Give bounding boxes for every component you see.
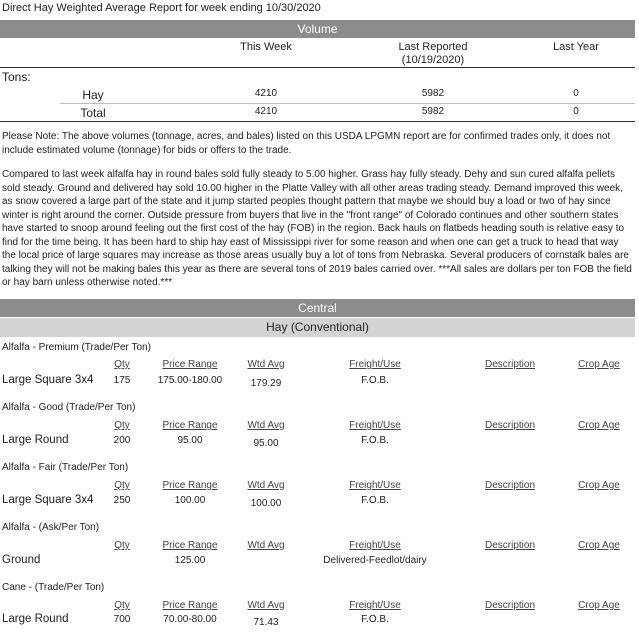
col-freight: Freight/Use (349, 600, 401, 611)
commodity-band: Hay (Conventional) (0, 318, 635, 337)
row-qty: 175 (113, 375, 131, 386)
col-crop-age: Crop Age (578, 540, 620, 551)
row-price-range: 100.00 (174, 495, 206, 506)
header-this-week: This Week (240, 41, 292, 53)
col-price-range: Price Range (162, 540, 218, 551)
row-price-range: 125.00 (174, 555, 206, 566)
volume-row-label: Hay (82, 88, 104, 102)
col-price-range: Price Range (162, 359, 218, 370)
row-label: Large Round (2, 613, 69, 625)
row-qty: 250 (113, 495, 131, 506)
row-freight: F.O.B. (361, 435, 389, 446)
col-qty: Qty (114, 420, 130, 431)
col-description: Description (484, 359, 536, 370)
col-qty: Qty (114, 480, 130, 491)
col-price-range: Price Range (162, 600, 218, 611)
header-divider (0, 67, 635, 68)
col-wtd-avg: Wtd Avg (247, 480, 285, 491)
volume-note: Please Note: The above volumes (tonnage, acres, and bales) listed on this USDA LPGMN report are for confirmed trades only, it does not include estimated volume (tonnage) for bids or offers to the trade. (2, 131, 611, 156)
row-label: Large Round (2, 434, 69, 446)
row-label: Ground (2, 554, 41, 566)
header-last-year: Last Year (553, 41, 599, 53)
row-label: Large Square 3x4 (2, 494, 94, 506)
col-freight: Freight/Use (349, 540, 401, 551)
volume-last-reported: 5982 (421, 88, 445, 99)
col-wtd-avg: Wtd Avg (247, 420, 285, 431)
col-wtd-avg: Wtd Avg (247, 359, 285, 370)
col-qty: Qty (114, 540, 130, 551)
row-wtd-avg: 71.43 (253, 617, 279, 628)
category-heading: Alfalfa - Fair (Trade/Per Ton) (2, 462, 129, 473)
row-freight: F.O.B. (361, 614, 389, 625)
header-last-reported-date: (10/19/2020) (401, 54, 465, 66)
row-qty: 700 (113, 614, 131, 625)
market-summary: Compared to last week alfalfa hay in round bales sold fully steady to 5.00 higher. Grass hay fully steady. Dehy and sun cured alfalfa pellets sold steady. Ground and delivered hay sold 10.00 higher in the Platte Valley with all other areas trading steady. Demand improved this week, as snow covered a large part of the state and it jump started peoples thought pattern that maybe we should buy a load or two of hay since winter is right around the corner. Outside pressure from buyers that live in the "front range" of Colorado continues and other southern states have started to snoop around feeling out the first cost of the hay (FOB) in the region. Back hauls on flatbeds heading south is relative easy to find for the time being. It has been hard to ship hay east of Mississippi river for some reason and when one can get a truck to head that way the local price of large squares may increase as those areas usually buy a lot of tons from Nebraska. Several producers of cornstalk bales are talking they will not be making bales this year as there are several tons of 2019 bales carried over. ***All sales are dollars per ton FOB the field or hay barn unless otherwise noted.*** (2, 169, 632, 288)
volume-band: Volume (0, 20, 635, 38)
volume-total-label: Total (80, 106, 106, 120)
col-description: Description (484, 420, 536, 431)
row-divider (60, 103, 635, 104)
category-heading: Alfalfa - Premium (Trade/Per Ton) (2, 342, 151, 353)
row-price-range: 95.00 (177, 435, 203, 446)
volume-total-last-reported: 5982 (421, 106, 445, 117)
col-crop-age: Crop Age (578, 420, 620, 431)
volume-total-this-week: 4210 (254, 106, 278, 117)
col-crop-age: Crop Age (578, 600, 620, 611)
category-heading: Alfalfa - (Ask/Per Ton) (2, 522, 100, 533)
report-title: Direct Hay Weighted Average Report for week ending 10/30/2020 (2, 2, 321, 14)
header-last-reported: Last Reported (398, 41, 468, 53)
col-price-range: Price Range (162, 480, 218, 491)
row-wtd-avg: 100.00 (250, 498, 282, 509)
volume-this-week: 4210 (254, 88, 278, 99)
category-heading: Alfalfa - Good (Trade/Per Ton) (2, 402, 136, 413)
tons-label: Tons: (2, 70, 31, 84)
region-band: Central (0, 299, 635, 317)
col-qty: Qty (114, 600, 130, 611)
row-freight: F.O.B. (361, 375, 389, 386)
row-price-range: 175.00-180.00 (157, 375, 223, 386)
category-heading: Cane - (Trade/Per Ton) (2, 582, 105, 593)
col-wtd-avg: Wtd Avg (247, 540, 285, 551)
col-freight: Freight/Use (349, 420, 401, 431)
col-crop-age: Crop Age (578, 359, 620, 370)
row-freight: Delivered-Feedlot/dairy (323, 555, 427, 566)
col-crop-age: Crop Age (578, 480, 620, 491)
col-freight: Freight/Use (349, 480, 401, 491)
col-qty: Qty (114, 359, 130, 370)
row-freight: F.O.B. (361, 495, 389, 506)
col-description: Description (484, 480, 536, 491)
row-wtd-avg: 95.00 (253, 438, 279, 449)
col-wtd-avg: Wtd Avg (247, 600, 285, 611)
row-wtd-avg: 179.29 (250, 378, 282, 389)
row-qty: 200 (113, 435, 131, 446)
row-price-range: 70.00-80.00 (163, 614, 217, 625)
volume-last-year: 0 (573, 88, 579, 99)
volume-bottom-rule (0, 121, 635, 122)
volume-total-last-year: 0 (573, 106, 579, 117)
row-label: Large Square 3x4 (2, 374, 94, 386)
col-description: Description (484, 600, 536, 611)
col-freight: Freight/Use (349, 359, 401, 370)
col-price-range: Price Range (162, 420, 218, 431)
col-description: Description (484, 540, 536, 551)
